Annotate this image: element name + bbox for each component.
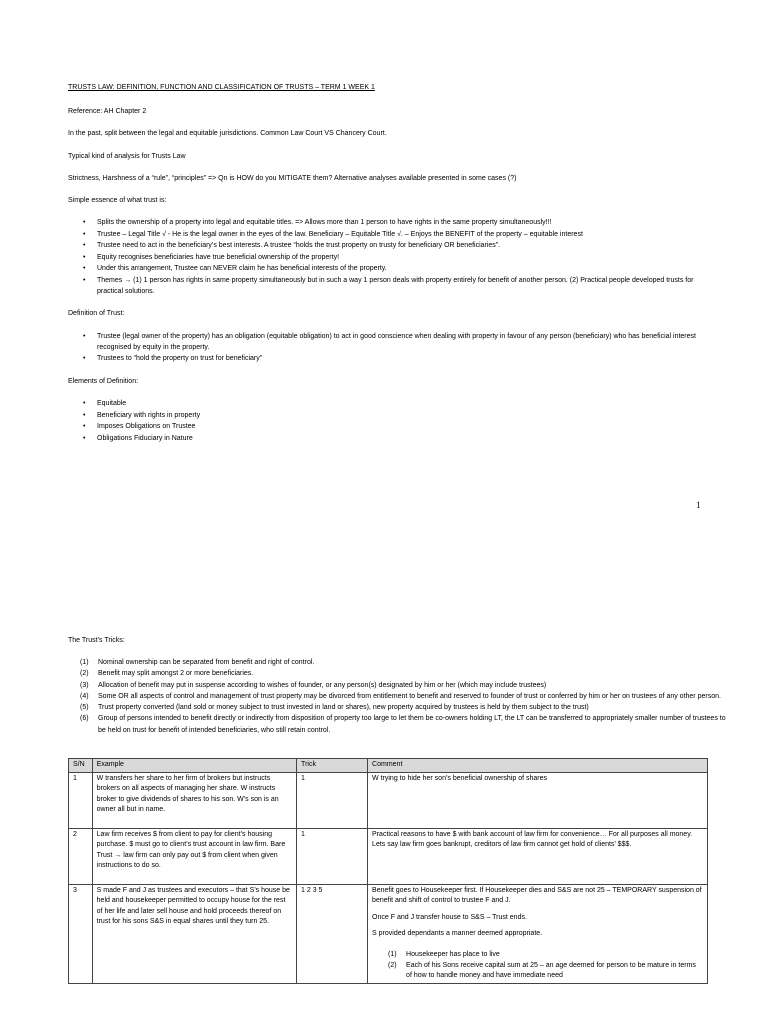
list-item: • Trustee (legal owner of the property) has an obligation (equitable obligation) to act in good conscience when dealing with property in favour of any person (beneficiary) who has beneficial interest recognised by equity in the property. [68,331,708,353]
cell-example: W transfers her share to her firm of brokers but instructs brokers on all aspects of managing her share. W instructs broker to give dividends of shares to his son. W’s son is an owner all but in name. [92,772,296,828]
cell-comment [368,884,708,983]
essence-list [68,217,708,297]
list-item: • Equity recognises beneficiaries have true beneficial ownership of the property! [68,252,708,264]
item-text: Housekeeper has place to live [406,950,500,958]
item-text: Benefit may split amongst 2 or more beneficiaries. [98,670,254,678]
list-item: • Splits the ownership of a property into legal and equitable titles. => Allows more than 1 person to have rights in the same property simultaneously!!! [68,217,708,229]
column-header-example: Example [92,759,296,773]
item-number: (5) [80,704,89,712]
list-item [80,680,730,691]
cell-trick: 1 2 3 5 [297,884,368,983]
list-item [80,657,730,668]
list-item [80,713,730,736]
item-number: (1) [80,659,89,666]
comment-sublist [372,950,703,982]
item-number: (3) [80,681,89,689]
column-header-trick: Trick [297,759,368,773]
cell-sn: 2 [69,828,93,884]
item-text: Some OR all aspects of control and management of trust property may be divorced from entitlement to benefit and reserved to founder of trust or conferred by him or her on trustees of any other person. [98,692,721,700]
intro-paragraph: In the past, split between the legal and equitable jurisdictions. Common Law Court VS Chancery Court. [68,130,387,137]
item-text: Trust property converted (land sold or money subject to trust invested in land or shares), new property acquired by trustees is held by them subject to the trust) [98,704,589,712]
cell-comment: W trying to hide her son’s beneficial ownership of shares [368,772,708,828]
list-item [80,668,730,679]
comment-paragraph: Benefit goes to Housekeeper first. If Housekeeper dies and S&S are not 25 – TEMPORARY suspension of benefit and shift of control to trustee F and J. [372,886,702,905]
list-item: • Imposes Obligations on Trustee [68,421,708,433]
typical-analysis-line: Typical kind of analysis for Trusts Law [68,153,186,160]
table-row [69,772,708,828]
item-number: (6) [80,715,89,723]
list-item: • Beneficiary with rights in property [68,410,708,422]
table-row [69,828,708,884]
cell-trick: 1 [297,772,368,828]
list-item [80,691,730,702]
list-item: • Obligations Fiduciary in Nature [68,433,708,445]
table-row [69,884,708,983]
list-item: • Under this arrangement, Trustee can NEVER claim he has beneficial interests of the property. [68,263,708,275]
cell-sn: 1 [69,772,93,828]
document-title: TRUSTS LAW: DEFINITION, FUNCTION AND CLASSIFICATION OF TRUSTS – TERM 1 WEEK 1 [68,84,375,91]
reference-line: Reference: AH Chapter 2 [68,108,147,115]
item-text: Nominal ownership can be separated from benefit and right of control. [98,659,315,666]
comment-paragraph: S provided dependants a manner deemed appropriate. [372,930,543,938]
list-item [80,702,730,713]
page-number: 1 [696,500,701,510]
definition-list [68,331,708,365]
item-text: Group of persons intended to benefit directly or indirectly from disposition of property too large to let them be co-owners holding LT, the LT can be transferred to appropriately smaller number of trustees to be held on trust for benefit of intended beneficiaries, who still retain control. [98,715,726,734]
comment-paragraph: Once F and J transfer house to S&S – Trust ends. [372,913,527,921]
elements-heading: Elements of Definition: [68,378,139,385]
tricks-heading: The Trust’s Tricks: [68,637,125,644]
item-text: Each of his Sons receive capital sum at 25 – an age deemed for person to be mature in terms of how to handle money and have immediate need [406,961,696,980]
list-item [372,961,703,982]
item-number: (1) [388,950,397,958]
cell-trick: 1 [297,828,368,884]
list-item [372,950,703,961]
cell-sn: 3 [69,884,93,983]
cell-comment: Practical reasons to have $ with bank account of law firm for convenience… For all purposes all money. Lets say law firm goes bankrupt, creditors of law firm cannot get hold of clients’ $$$. [368,828,708,884]
tricks-list [80,657,730,736]
column-header-sn: S/N [69,759,93,773]
strictness-paragraph: Strictness, Harshness of a “rule”, “principles” => Qn is HOW do you MITIGATE them? Alternative analyses available presented in some cases (?) [68,175,517,182]
column-header-comment: Comment [368,759,708,773]
list-item: • Trustee need to act in the beneficiary’s best interests. A trustee “holds the trust property on trusty for beneficiary OR beneficiaries”. [68,240,708,252]
item-text: Allocation of benefit may put in suspense according to wishes of founder, or any person(s) designated by him or her (which may include trustees) [98,681,547,689]
cell-example: Law firm receives $ from client to pay for client’s housing purchase. $ must go to client’s trust account in law firm. Bare Trust → law firm can only pay out $ from client when given instructions to do so. [92,828,296,884]
item-number: (2) [80,670,89,678]
cell-example: S made F and J as trustees and executors – that S’s house be held and housekeeper permitted to occupy house for the rest of her life and later sell house and hold proceeds thereof on trust for his sons S&S in equal shares until they turn 25. [92,884,296,983]
definition-heading: Definition of Trust: [68,310,125,317]
examples-table [68,758,708,984]
elements-list [68,398,708,444]
essence-heading: Simple essence of what trust is: [68,197,167,204]
list-item: • Trustees to “hold the property on trust for beneficiary” [68,353,708,365]
item-number: (4) [80,692,89,700]
list-item: • Equitable [68,398,708,410]
table-header-row [69,759,708,773]
list-item: • Trustee – Legal Title √ - He is the legal owner in the eyes of the law. Beneficiary – Equitable Title √. – Enjoys the BENEFIT of the property – equitable interest [68,229,708,241]
list-item: • Themes → (1) 1 person has rights in same property simultaneously but in such a way 1 person deals with property entirely for benefit of another person. (2) Practical people developed trusts for practical solutions. [68,275,708,297]
item-number: (2) [388,961,397,969]
